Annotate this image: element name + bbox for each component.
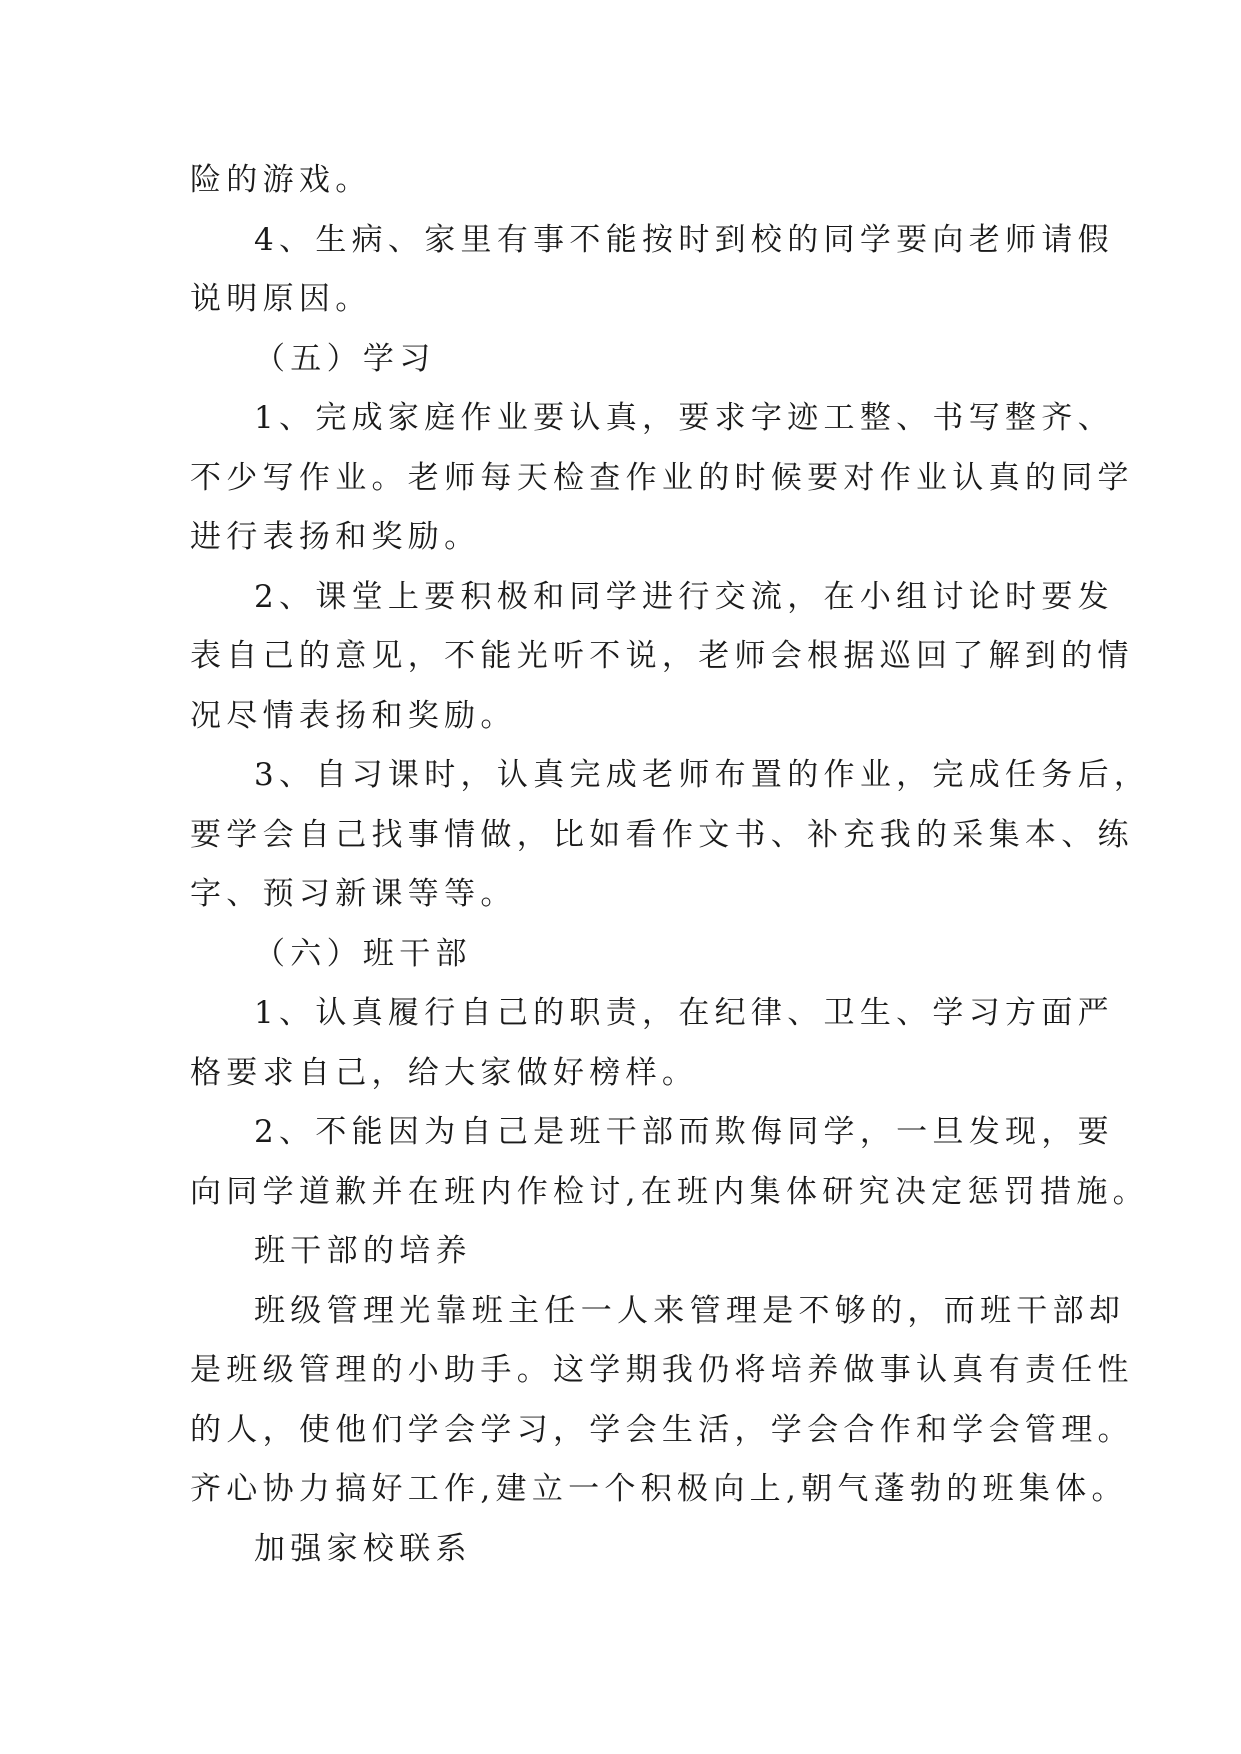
section-heading: （五）学习	[254, 341, 436, 377]
paragraph-line: 向同学道歉并在班内作检讨,在班内集体研究决定惩罚措施。	[190, 1174, 1149, 1210]
paragraph-line: 进行表扬和奖励。	[190, 519, 481, 555]
paragraph-line: 的人，使他们学会学习，学会生活，学会合作和学会管理。	[190, 1412, 1134, 1448]
paragraph-line: 2、不能因为自己是班干部而欺侮同学，一旦发现，要	[254, 1114, 1114, 1150]
paragraph-line: 1、完成家庭作业要认真，要求字迹工整、书写整齐、	[254, 400, 1114, 436]
paragraph-line: 2、课堂上要积极和同学进行交流，在小组讨论时要发	[254, 579, 1114, 615]
section-heading: 班干部的培养	[254, 1233, 472, 1269]
paragraph-line: 4、生病、家里有事不能按时到校的同学要向老师请假	[254, 222, 1114, 258]
paragraph-line: 1、认真履行自己的职责，在纪律、卫生、学习方面严	[254, 995, 1114, 1031]
paragraph-line: 字、预习新课等等。	[190, 876, 517, 912]
paragraph-line: 况尽情表扬和奖励。	[190, 698, 517, 734]
section-heading: （六）班干部	[254, 936, 472, 972]
paragraph-line: 格要求自己，给大家做好榜样。	[190, 1055, 699, 1091]
paragraph-line: 齐心协力搞好工作,建立一个积极向上,朝气蓬勃的班集体。	[190, 1471, 1128, 1507]
paragraph-line: 是班级管理的小助手。这学期我仍将培养做事认真有责任性	[190, 1352, 1134, 1388]
paragraph-line: 表自己的意见，不能光听不说，老师会根据巡回了解到的情	[190, 638, 1134, 674]
paragraph-line: 说明原因。	[190, 281, 372, 317]
section-heading: 加强家校联系	[254, 1531, 472, 1567]
paragraph-line: 不少写作业。老师每天检查作业的时候要对作业认真的同学	[190, 460, 1134, 496]
paragraph-line: 要学会自己找事情做，比如看作文书、补充我的采集本、练	[190, 817, 1134, 853]
paragraph-line: 险的游戏。	[190, 162, 372, 198]
paragraph-line: 班级管理光靠班主任一人来管理是不够的，而班干部却	[254, 1293, 1126, 1329]
paragraph-line: 3、自习课时，认真完成老师布置的作业，完成任务后，	[254, 757, 1151, 793]
